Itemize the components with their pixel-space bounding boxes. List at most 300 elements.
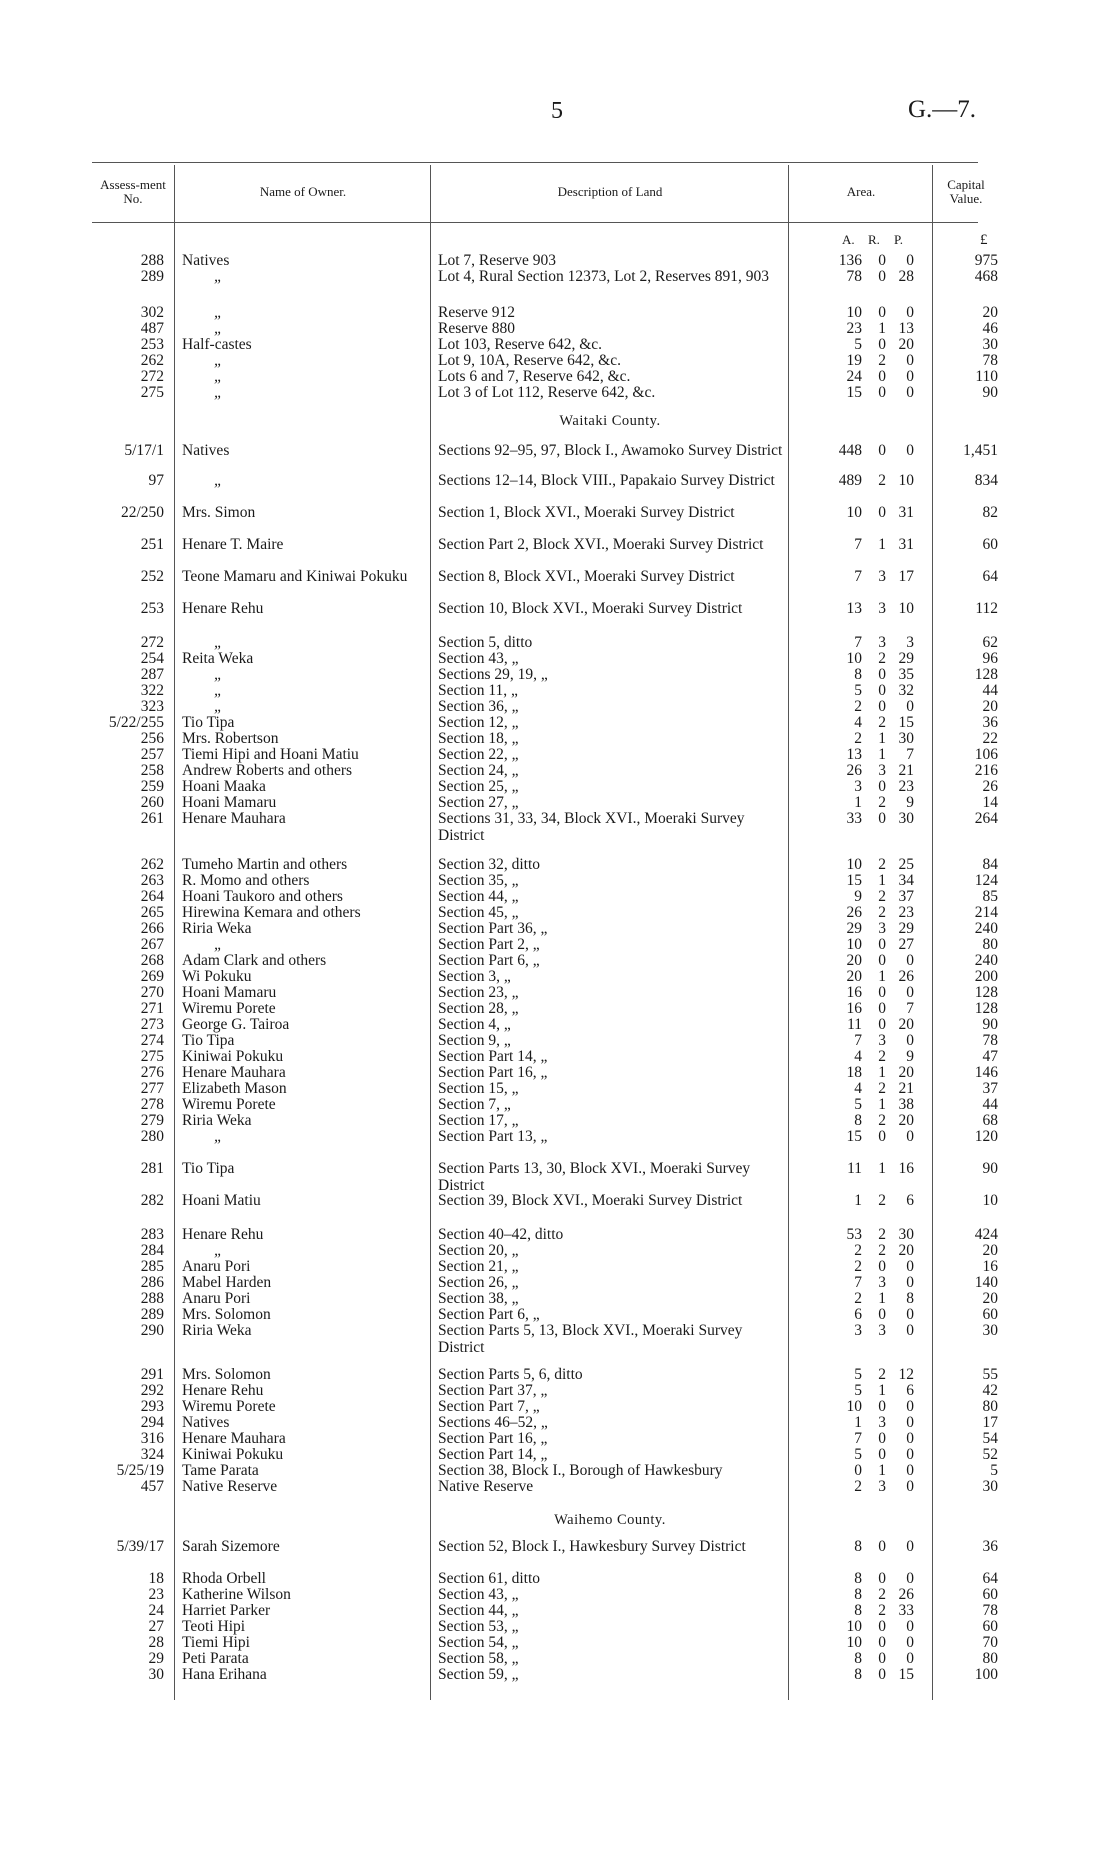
area-acres: 4 <box>854 1048 862 1065</box>
assessment-no: 254 <box>140 650 164 667</box>
area-roods: 3 <box>878 762 886 779</box>
assessment-no: 289 <box>140 1306 164 1323</box>
unit-perches: P. <box>894 232 904 247</box>
capital-value: 90 <box>982 384 998 401</box>
header-owner-name: Name of Owner. <box>259 184 347 199</box>
land-description: Section Parts 13, 30, Block XVI., Moeraki Survey District <box>438 1160 751 1194</box>
area-roods: 0 <box>878 936 886 953</box>
area-perches: 15 <box>898 714 914 731</box>
land-description: Lot 3 of Lot 112, Reserve 642, &c. <box>438 384 656 401</box>
area-acres: 7 <box>854 1430 862 1447</box>
area-acres: 4 <box>854 714 862 731</box>
land-description: Section Parts 5, 13, Block XVI., Moeraki Survey District <box>438 1322 743 1356</box>
capital-value: 70 <box>982 1634 998 1651</box>
area-acres: 10 <box>846 650 862 667</box>
area-perches: 0 <box>906 1128 914 1145</box>
assessment-no: 268 <box>140 952 164 969</box>
assessment-no: 316 <box>140 1430 164 1447</box>
assessment-no: 294 <box>140 1414 164 1431</box>
assessment-no: 5/17/1 <box>124 442 164 459</box>
assessment-no: 260 <box>140 794 164 811</box>
capital-value: 80 <box>982 1398 998 1415</box>
owner-name: Hirewina Kemara and others <box>182 904 361 921</box>
owner-name: „ <box>214 698 223 715</box>
area-perches: 29 <box>898 650 914 667</box>
area-roods: 0 <box>878 504 886 521</box>
area-acres: 489 <box>838 472 862 489</box>
owner-name: Mrs. Solomon <box>182 1366 271 1383</box>
area-acres: 8 <box>854 1538 862 1555</box>
owner-name: Anaru Pori <box>182 1258 251 1275</box>
capital-value: 146 <box>974 1064 998 1081</box>
assessment-no: 5/22/255 <box>108 714 164 731</box>
land-description: Section 24, „ <box>438 762 519 779</box>
land-description: Section 11, „ <box>438 682 518 699</box>
area-acres: 1 <box>854 1192 862 1209</box>
land-description: Section 59, „ <box>438 1666 519 1683</box>
area-roods: 1 <box>878 320 886 337</box>
owner-name: „ <box>214 472 223 489</box>
capital-value: 96 <box>982 650 998 667</box>
capital-value: 468 <box>974 268 998 285</box>
land-description: Section 28, „ <box>438 1000 519 1017</box>
header-bottom-rule <box>92 222 978 223</box>
area-roods: 3 <box>878 1478 886 1495</box>
area-roods: 2 <box>878 1080 886 1097</box>
assessment-no: 287 <box>140 666 164 683</box>
owner-name: Wiremu Porete <box>182 1398 276 1415</box>
area-roods: 3 <box>878 600 886 617</box>
assessment-no: 282 <box>140 1192 164 1209</box>
land-description: Sections 92–95, 97, Block I., Awamoko Survey District <box>438 442 783 459</box>
area-perches: 0 <box>906 1414 914 1431</box>
table-row <box>0 1128 1114 1162</box>
capital-value: 240 <box>974 952 998 969</box>
capital-value: 17 <box>982 1414 998 1431</box>
capital-value: 128 <box>974 666 998 683</box>
area-acres: 5 <box>854 1096 862 1113</box>
area-roods: 0 <box>878 1398 886 1415</box>
land-description: Section 5, ditto <box>438 634 533 651</box>
area-roods: 2 <box>878 794 886 811</box>
owner-name: Mabel Harden <box>182 1274 272 1291</box>
owner-name: „ <box>214 268 223 285</box>
area-acres: 18 <box>846 1064 862 1081</box>
area-perches: 29 <box>898 920 914 937</box>
table-row <box>0 1538 1114 1572</box>
assessment-no: 264 <box>140 888 164 905</box>
capital-value: 82 <box>982 504 998 521</box>
area-perches: 17 <box>898 568 914 585</box>
land-description: Section 27, „ <box>438 794 519 811</box>
area-acres: 8 <box>854 1570 862 1587</box>
area-roods: 1 <box>878 968 886 985</box>
area-roods: 1 <box>878 746 886 763</box>
assessment-no: 22/250 <box>120 504 164 521</box>
land-description: Section 52, Block I., Hawkesbury Survey District <box>438 1538 746 1555</box>
assessment-no: 289 <box>140 268 164 285</box>
area-acres: 2 <box>854 1290 862 1307</box>
assessment-no: 258 <box>140 762 164 779</box>
area-perches: 20 <box>898 1112 914 1129</box>
land-description: Section 10, Block XVI., Moeraki Survey District <box>438 600 743 617</box>
area-roods: 0 <box>878 1618 886 1635</box>
land-description: Section 44, „ <box>438 1602 519 1619</box>
land-description: Section 1, Block XVI., Moeraki Survey District <box>438 504 735 521</box>
area-acres: 7 <box>854 1274 862 1291</box>
capital-value: 47 <box>982 1048 998 1065</box>
land-description: Section 12, „ <box>438 714 519 731</box>
land-description: Section 36, „ <box>438 698 519 715</box>
land-description: Section Part 36, „ <box>438 920 548 937</box>
area-perches: 8 <box>906 1290 914 1307</box>
assessment-no: 5/39/17 <box>116 1538 164 1555</box>
owner-name: George G. Tairoa <box>182 1016 290 1033</box>
owner-name: Riria Weka <box>182 1112 252 1129</box>
area-perches: 30 <box>898 1226 914 1243</box>
table-row <box>0 810 1114 844</box>
owner-name: Kiniwai Pokuku <box>182 1048 284 1065</box>
area-roods: 2 <box>878 1226 886 1243</box>
area-roods: 2 <box>878 472 886 489</box>
area-perches: 20 <box>898 1016 914 1033</box>
land-description: Section 22, „ <box>438 746 519 763</box>
area-roods: 0 <box>878 384 886 401</box>
area-acres: 16 <box>846 984 862 1001</box>
area-roods: 2 <box>878 1602 886 1619</box>
area-roods: 0 <box>878 1570 886 1587</box>
capital-value: 84 <box>982 856 998 873</box>
area-roods: 0 <box>878 1650 886 1667</box>
table-row <box>0 1666 1114 1700</box>
area-perches: 10 <box>898 472 914 489</box>
capital-value: 20 <box>982 1290 998 1307</box>
area-roods: 0 <box>878 952 886 969</box>
capital-value: 90 <box>982 1160 998 1177</box>
table-row <box>0 1478 1114 1512</box>
assessment-no: 262 <box>140 856 164 873</box>
assessment-no: 274 <box>140 1032 164 1049</box>
area-roods: 2 <box>878 904 886 921</box>
area-roods: 0 <box>878 1000 886 1017</box>
capital-value: 44 <box>982 682 998 699</box>
area-acres: 7 <box>854 1032 862 1049</box>
capital-value: 64 <box>982 568 998 585</box>
area-perches: 0 <box>906 1274 914 1291</box>
area-perches: 34 <box>898 872 914 889</box>
owner-name: Henare Mauhara <box>182 810 286 827</box>
assessment-no: 27 <box>148 1618 164 1635</box>
area-roods: 2 <box>878 1586 886 1603</box>
owner-name: Tio Tipa <box>182 1160 235 1177</box>
owner-name: Half-castes <box>182 336 252 353</box>
area-acres: 15 <box>846 1128 862 1145</box>
capital-value: 975 <box>974 252 998 269</box>
area-perches: 31 <box>898 536 914 553</box>
land-description: Section Part 16, „ <box>438 1064 548 1081</box>
assessment-no: 286 <box>140 1274 164 1291</box>
assessment-no: 18 <box>148 1570 164 1587</box>
unit-pound: £ <box>980 232 988 248</box>
area-roods: 2 <box>878 856 886 873</box>
assessment-no: 290 <box>140 1322 164 1339</box>
owner-name: „ <box>214 936 223 953</box>
capital-value: 80 <box>982 1650 998 1667</box>
owner-name: Tio Tipa <box>182 714 235 731</box>
area-roods: 0 <box>878 1634 886 1651</box>
capital-value: 30 <box>982 1478 998 1495</box>
area-perches: 20 <box>898 1064 914 1081</box>
owner-name: „ <box>214 352 223 369</box>
assessment-no: 293 <box>140 1398 164 1415</box>
area-perches: 0 <box>906 1634 914 1651</box>
area-acres: 8 <box>854 1666 862 1683</box>
owner-name: Riria Weka <box>182 1322 252 1339</box>
area-perches: 0 <box>906 1430 914 1447</box>
area-roods: 0 <box>878 666 886 683</box>
capital-value: 834 <box>974 472 998 489</box>
assessment-no: 262 <box>140 352 164 369</box>
owner-name: Henare Mauhara <box>182 1064 286 1081</box>
area-acres: 2 <box>854 730 862 747</box>
owner-name: Hoani Mamaru <box>182 794 277 811</box>
area-perches: 21 <box>898 762 914 779</box>
area-acres: 13 <box>846 746 862 763</box>
area-acres: 24 <box>846 368 862 385</box>
area-roods: 0 <box>878 368 886 385</box>
area-roods: 1 <box>878 872 886 889</box>
owner-name: Hana Erihana <box>182 1666 267 1683</box>
assessment-no: 324 <box>140 1446 164 1463</box>
land-description: Section Part 37, „ <box>438 1382 548 1399</box>
area-roods: 0 <box>878 1430 886 1447</box>
area-roods: 3 <box>878 1322 886 1339</box>
area-perches: 30 <box>898 810 914 827</box>
land-description: Sections 12–14, Block VIII., Papakaio Survey District <box>438 472 775 489</box>
assessment-no: 270 <box>140 984 164 1001</box>
land-description: Section Part 13, „ <box>438 1128 548 1145</box>
owner-name: Mrs. Robertson <box>182 730 279 747</box>
owner-name: Henare Rehu <box>182 600 264 617</box>
capital-value: 90 <box>982 1016 998 1033</box>
assessment-no: 256 <box>140 730 164 747</box>
owner-name: Teoti Hipi <box>182 1618 246 1635</box>
assessment-no: 24 <box>148 1602 164 1619</box>
table-row <box>0 568 1114 602</box>
land-description: Section 18, „ <box>438 730 519 747</box>
owner-name: Peti Parata <box>182 1650 249 1667</box>
capital-value: 80 <box>982 936 998 953</box>
land-description: Section 17, „ <box>438 1112 519 1129</box>
owner-name: Mrs. Simon <box>182 504 256 521</box>
area-acres: 15 <box>846 872 862 889</box>
land-description: Section Part 6, „ <box>438 1306 540 1323</box>
area-acres: 8 <box>854 1650 862 1667</box>
capital-value: 1,451 <box>963 442 998 459</box>
capital-value: 128 <box>974 984 998 1001</box>
area-acres: 8 <box>854 1586 862 1603</box>
area-roods: 2 <box>878 352 886 369</box>
area-acres: 136 <box>838 252 862 269</box>
owner-name: Tiemi Hipi and Hoani Matiu <box>182 746 359 763</box>
owner-name: „ <box>214 304 223 321</box>
owner-name: Kiniwai Pokuku <box>182 1446 284 1463</box>
area-roods: 3 <box>878 1032 886 1049</box>
area-acres: 10 <box>846 1618 862 1635</box>
area-roods: 2 <box>878 1192 886 1209</box>
capital-value: 44 <box>982 1096 998 1113</box>
capital-value: 36 <box>982 714 998 731</box>
owner-name: Henare T. Maire <box>182 536 284 553</box>
capital-value: 60 <box>982 1306 998 1323</box>
area-acres: 8 <box>854 1602 862 1619</box>
land-description: Section Part 2, „ <box>438 936 540 953</box>
area-acres: 3 <box>854 1322 862 1339</box>
land-description: Section 25, „ <box>438 778 519 795</box>
capital-value: 424 <box>974 1226 998 1243</box>
area-perches: 9 <box>906 794 914 811</box>
assessment-no: 252 <box>140 568 164 585</box>
area-roods: 2 <box>878 1366 886 1383</box>
land-description: Section 58, „ <box>438 1650 519 1667</box>
land-description: Section 9, „ <box>438 1032 511 1049</box>
area-perches: 7 <box>906 1000 914 1017</box>
land-description: Section 44, „ <box>438 888 519 905</box>
area-roods: 1 <box>878 1462 886 1479</box>
capital-value: 14 <box>982 794 998 811</box>
owner-name: Andrew Roberts and others <box>182 762 353 779</box>
area-roods: 0 <box>878 1446 886 1463</box>
land-description: Sections 29, 19, „ <box>438 666 548 683</box>
area-acres: 10 <box>846 856 862 873</box>
area-acres: 3 <box>854 778 862 795</box>
area-roods: 3 <box>878 568 886 585</box>
land-description: Lot 9, 10A, Reserve 642, &c. <box>438 352 621 369</box>
area-perches: 0 <box>906 1398 914 1415</box>
area-acres: 7 <box>854 634 862 651</box>
assessment-no: 322 <box>140 682 164 699</box>
header-description: Description of Land <box>557 184 663 199</box>
capital-value: 140 <box>974 1274 998 1291</box>
area-acres: 7 <box>854 536 862 553</box>
owner-name: „ <box>214 682 223 699</box>
unit-roods: R. <box>868 232 880 247</box>
area-acres: 6 <box>854 1306 862 1323</box>
area-perches: 0 <box>906 384 914 401</box>
owner-name: Reita Weka <box>182 650 254 667</box>
capital-value: 128 <box>974 1000 998 1017</box>
capital-value: 37 <box>982 1080 998 1097</box>
area-roods: 0 <box>878 1538 886 1555</box>
area-acres: 2 <box>854 1478 862 1495</box>
area-roods: 0 <box>878 810 886 827</box>
area-perches: 16 <box>898 1160 914 1177</box>
owner-name: Wi Pokuku <box>182 968 252 985</box>
area-roods: 0 <box>878 268 886 285</box>
owner-name: „ <box>214 666 223 683</box>
unit-acres: A. <box>842 232 855 247</box>
header-capital-value: Capital Value. <box>947 177 985 206</box>
assessment-no: 259 <box>140 778 164 795</box>
owner-name: Natives <box>182 252 230 269</box>
area-perches: 10 <box>898 600 914 617</box>
table-row <box>0 504 1114 538</box>
area-perches: 9 <box>906 1048 914 1065</box>
land-description: Section Part 16, „ <box>438 1430 548 1447</box>
area-roods: 1 <box>878 730 886 747</box>
land-description: Section 4, „ <box>438 1016 511 1033</box>
assessment-no: 291 <box>140 1366 164 1383</box>
land-description: Section 3, „ <box>438 968 511 985</box>
area-acres: 448 <box>838 442 862 459</box>
land-description: Section Parts 5, 6, ditto <box>438 1366 583 1383</box>
area-roods: 1 <box>878 1382 886 1399</box>
area-roods: 0 <box>878 778 886 795</box>
area-perches: 35 <box>898 666 914 683</box>
assessment-no: 30 <box>148 1666 164 1683</box>
area-acres: 78 <box>846 268 862 285</box>
area-roods: 0 <box>878 1128 886 1145</box>
land-description: Lot 7, Reserve 903 <box>438 252 556 269</box>
area-perches: 32 <box>898 682 914 699</box>
area-acres: 20 <box>846 952 862 969</box>
capital-value: 78 <box>982 1602 998 1619</box>
area-roods: 2 <box>878 714 886 731</box>
area-perches: 0 <box>906 984 914 1001</box>
area-perches: 12 <box>898 1366 914 1383</box>
area-perches: 0 <box>906 1322 914 1339</box>
county-heading-waitaki: Waitaki County. <box>559 413 661 429</box>
capital-value: 100 <box>974 1666 998 1683</box>
land-description: Section 43, „ <box>438 1586 519 1603</box>
area-roods: 0 <box>878 984 886 1001</box>
area-perches: 0 <box>906 252 914 269</box>
capital-value: 110 <box>975 368 998 385</box>
capital-value: 216 <box>974 762 998 779</box>
capital-value: 106 <box>974 746 998 763</box>
area-acres: 4 <box>854 1080 862 1097</box>
area-perches: 25 <box>898 856 914 873</box>
capital-value: 200 <box>974 968 998 985</box>
assessment-no: 285 <box>140 1258 164 1275</box>
land-description: Section Part 14, „ <box>438 1048 548 1065</box>
assessment-no: 251 <box>140 536 164 553</box>
assessment-no: 281 <box>140 1160 164 1177</box>
area-roods: 2 <box>878 1048 886 1065</box>
land-description: Section 45, „ <box>438 904 519 921</box>
land-description: Lots 6 and 7, Reserve 642, &c. <box>438 368 631 385</box>
area-perches: 0 <box>906 1538 914 1555</box>
area-acres: 8 <box>854 666 862 683</box>
area-perches: 0 <box>906 952 914 969</box>
area-acres: 5 <box>854 1366 862 1383</box>
area-acres: 7 <box>854 568 862 585</box>
area-perches: 0 <box>906 1570 914 1587</box>
area-acres: 11 <box>847 1160 862 1177</box>
area-perches: 0 <box>906 1258 914 1275</box>
table-row <box>0 600 1114 634</box>
capital-value: 30 <box>982 1322 998 1339</box>
land-description: Sections 46–52, „ <box>438 1414 548 1431</box>
assessment-no: 257 <box>140 746 164 763</box>
area-roods: 0 <box>878 252 886 269</box>
assessment-no: 267 <box>140 936 164 953</box>
capital-value: 60 <box>982 536 998 553</box>
owner-name: Hoani Maaka <box>182 778 266 795</box>
area-roods: 0 <box>878 682 886 699</box>
owner-name: Henare Rehu <box>182 1226 264 1243</box>
assessment-no: 272 <box>140 368 164 385</box>
